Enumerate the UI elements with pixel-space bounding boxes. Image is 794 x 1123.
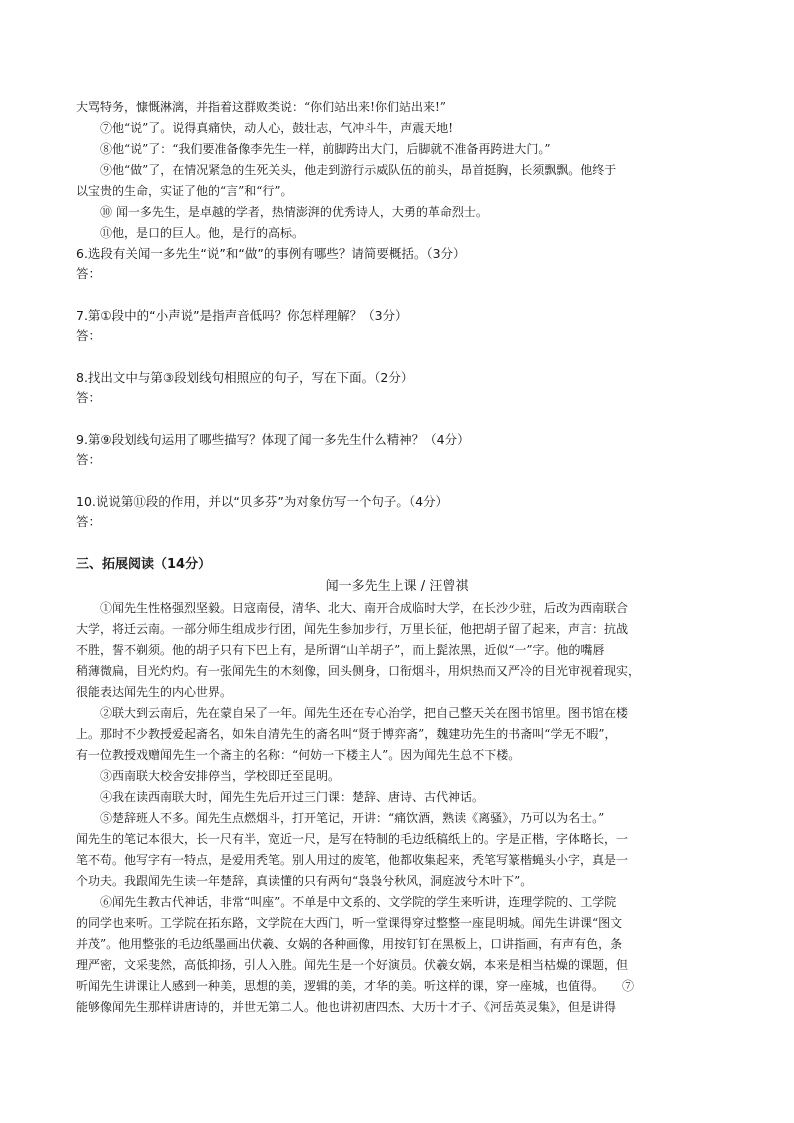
passage-line: 大骂特务，慷慨淋漓，并指着这群败类说：“你们站出来!你们站出来!” [76,100,446,114]
article-line: 大学，将迁云南。一部分师生组成步行团，闻先生参加步行，万里长征，他把胡子留了起来，声言：抗战 [76,622,629,636]
article-line: ④我在读西南联大时，闻先生先后开过三门课：楚辞、唐诗、古代神话。 [100,790,485,804]
article-line: ⑥闻先生教古代神话，非常“叫座”。不单是中文系的、文学院的学生来听讲，连理学院的、工学院 [100,895,617,909]
question-8: 8.找出文中与第③段划线句相照应的句子，写在下面。（2分） [76,370,414,385]
passage-line: ⑩ 闻一多先生，是卓越的学者，热情澎湃的优秀诗人，大勇的革命烈士。 [100,205,488,219]
article-line: 的同学也来听。工学院在拓东路，文学院在大西门，听一堂课得穿过整整一座昆明城。闻先生讲课“图文 [76,916,623,930]
article-line: 不胜，誓不剃须。他的胡子只有下巴上有，是所谓“山羊胡子”，而上髭浓黑，近似“一”字。他的嘴唇 [76,643,605,657]
answer-label: 答： [76,514,102,529]
article-line: ②联大到云南后，先在蒙自呆了一年。闻先生还在专心治学，把自己整天关在图书馆里。图书馆在楼 [100,706,629,720]
article-line: 闻先生的笔记本很大，长一尺有半，宽近一尺，是写在特制的毛边纸稿纸上的。字是正楷，字体略长，一 [76,832,629,846]
passage-line: ⑧他“说”了：“我们要准备像李先生一样，前脚跨出大门，后脚就不准备再跨进大门。” [100,142,551,156]
answer-label: 答： [76,266,102,281]
article-line: 并茂”。他用整张的毛边纸墨画出伏羲、女娲的各种画像，用按钉钉在黑板上，口讲指画，有声有色，条 [76,937,623,951]
answer-label: 答： [76,452,102,467]
question-10: 10.说说第⑪段的作用，并以“贝多芬”为对象仿写一个句子。（4分） [76,494,449,509]
article-line: 稍薄微扁，目光灼灼。有一张闻先生的木刻像，回头侧身，口衔烟斗，用炽热而又严冷的目光审视着现实， [76,664,641,678]
article-line: 能够像闻先生那样讲唐诗的，并世无第二人。他也讲初唐四杰、大历十才子、《河岳英灵集》，但是讲得 [76,1000,617,1014]
question-6: 6.选段有关闻一多先生“说”和“做”的事例有哪些？请简要概括。（3分） [76,246,466,261]
answer-label: 答： [76,390,102,405]
article-line: 上。那时不少教授爱起斋名，如朱自清先生的斋名叫“贤于博弈斋”，魏建功先生的书斋叫“学无不暇”， [76,727,617,741]
article-line: 理严密，文采斐然，高低抑扬，引人入胜。闻先生是一个好演员。伏羲女娲，本来是相当枯燥的课题，但 [76,958,629,972]
article-line: 有一位教授戏赠闻先生一个斋主的名称：“何妨一下楼主人”。因为闻先生总不下楼。 [76,748,521,762]
section-heading: 三、拓展阅读（14分） [76,557,212,572]
article-line: 笔不苟。他写字有一特点，是爱用秃笔。别人用过的废笔，他都收集起来，秃笔写篆楷蝇头小字，真是一 [76,853,629,867]
article-line: ①闻先生性格强烈坚毅。日寇南侵，清华、北大、南开合成临时大学，在长沙少驻，后改为西南联合 [100,601,629,615]
article-title: 闻一多先生上课 / 汪曾祺 [325,579,469,594]
passage-line: ⑦他“说”了。说得真痛快，动人心，鼓壮志，气冲斗牛，声震天地! [100,121,454,135]
article-line: 个功夫。我跟闻先生读一年楚辞，真读懂的只有两句“袅袅兮秋风，洞庭波兮木叶下”。 [76,874,533,888]
article-line: 听闻先生讲课让人感到一种美，思想的美，逻辑的美，才华的美。听这样的课，穿一座城，也值得。 ⑦ [76,979,635,993]
question-9: 9.第⑨段划线句运用了哪些描写？体现了闻一多先生什么精神？（4分） [76,432,470,447]
question-7: 7.第①段中的“小声说”是指声音低吗？你怎样理解？（3分） [76,308,408,323]
article-line: ③西南联大校舍安排停当，学校即迁至昆明。 [100,769,341,783]
article-line: 很能表达闻先生的内心世界。 [76,685,233,699]
passage-line: ⑨他“做”了，在情况紧急的生死关头，他走到游行示威队伍的前头，昂首挺胸，长须飘飘。他终于 [100,163,617,177]
passage-line: 以宝贵的生命，实证了他的“言”和“行”。 [76,184,293,198]
article-line: ⑤楚辞班人不多。闻先生点燃烟斗，打开笔记，开讲：“痛饮酒，熟读《离骚》，乃可以为名士。” [100,811,605,825]
passage-line: ⑪他，是口的巨人。他，是行的高标。 [100,226,305,240]
answer-label: 答： [76,328,102,343]
